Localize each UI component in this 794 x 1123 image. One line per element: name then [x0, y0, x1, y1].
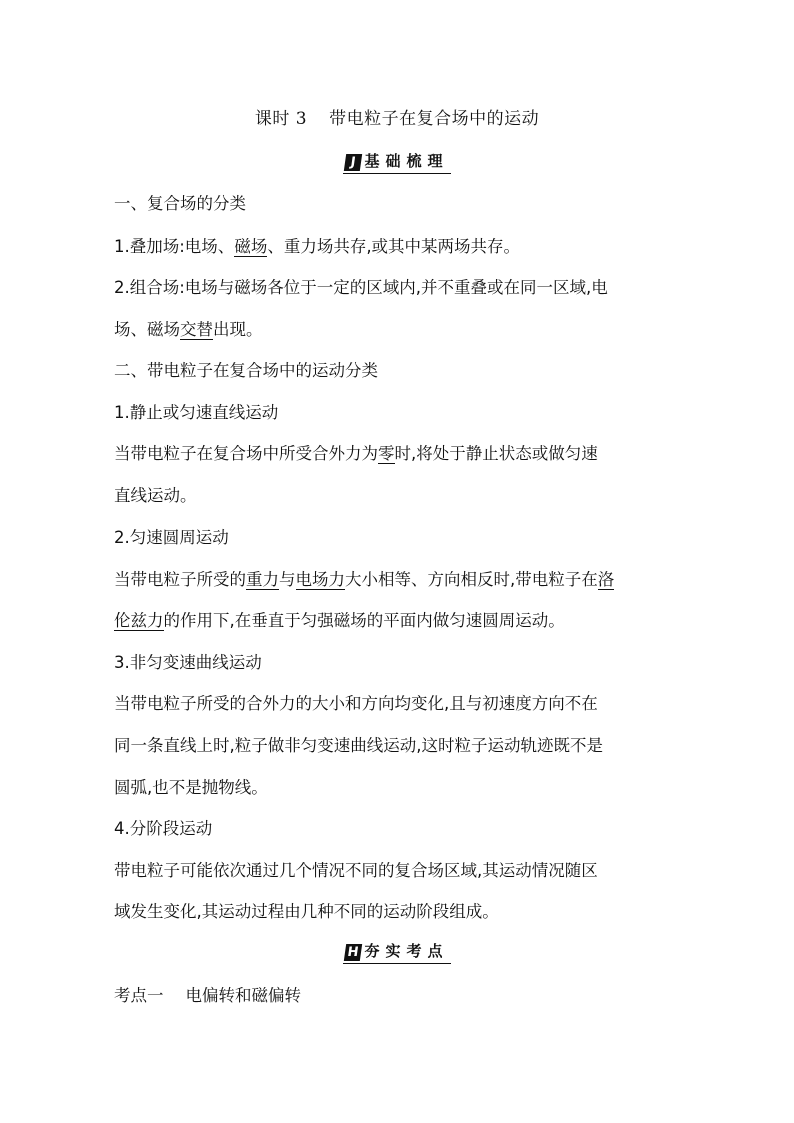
underlined-term: 零 — [378, 444, 395, 463]
subheading: 4.分阶段运动 — [114, 819, 213, 838]
paragraph-line: 当带电粒子所受的合外力的大小和方向均变化,且与初速度方向不在 — [114, 694, 598, 713]
subheading: 1.静止或匀速直线运动 — [114, 403, 279, 422]
paragraph-line: 同一条直线上时,粒子做非匀变速曲线运动,这时粒子运动轨迹既不是 — [114, 736, 603, 755]
paragraph-line: 1.叠加场:电场、磁场、重力场共存,或其中某两场共存。 — [114, 237, 521, 256]
badge-letter-icon: H — [344, 944, 362, 961]
subheading: 3.非匀变速曲线运动 — [114, 653, 262, 672]
paragraph-line: 直线运动。 — [114, 486, 197, 505]
paragraph-line: 带电粒子可能依次通过几个情况不同的复合场区域,其运动情况随区 — [114, 861, 598, 880]
kaodian-heading — [114, 982, 301, 1006]
paragraph-line: 伦兹力的作用下,在垂直于匀强磁场的平面内做匀速圆周运动。 — [114, 611, 565, 630]
paragraph-line: 当带电粒子所受的重力与电场力大小相等、方向相反时,带电粒子在洛 — [114, 570, 615, 589]
subheading: 2.匀速圆周运动 — [114, 528, 229, 547]
section-badge-basic — [0, 150, 794, 174]
underlined-term: 洛 — [597, 570, 615, 589]
section-heading-1: 一、复合场的分类 — [114, 194, 246, 213]
underlined-term: 伦兹力 — [114, 611, 164, 630]
paragraph-line: 域发生变化,其运动过程由几种不同的运动阶段组成。 — [114, 902, 499, 921]
underlined-term: 交替 — [180, 320, 213, 339]
page-title — [0, 104, 794, 129]
badge-text: 夯实考点 — [364, 942, 449, 960]
paragraph-line: 当带电粒子在复合场中所受合外力为零时,将处于静止状态或做匀速 — [114, 444, 598, 463]
underlined-term: 重力 — [246, 570, 279, 589]
paragraph-line: 圆弧,也不是抛物线。 — [114, 778, 268, 797]
lesson-number: 课时 3 — [254, 109, 308, 129]
paragraph-line: 场、磁场交替出现。 — [114, 320, 263, 339]
badge-text: 基础梳理 — [364, 152, 449, 170]
section-heading-2: 二、带电粒子在复合场中的运动分类 — [114, 361, 378, 380]
underlined-term: 磁场 — [234, 237, 268, 256]
underlined-term: 电场力 — [295, 570, 345, 589]
kaodian-text: 电偏转和磁偏转 — [185, 986, 301, 1005]
badge-letter-icon: J — [344, 154, 362, 171]
lesson-topic: 带电粒子在复合场中的运动 — [329, 109, 540, 129]
kaodian-label: 考点一 — [114, 986, 164, 1005]
section-badge-exam — [0, 940, 794, 964]
paragraph-line: 2.组合场:电场与磁场各位于一定的区域内,并不重叠或在同一区域,电 — [114, 278, 608, 297]
